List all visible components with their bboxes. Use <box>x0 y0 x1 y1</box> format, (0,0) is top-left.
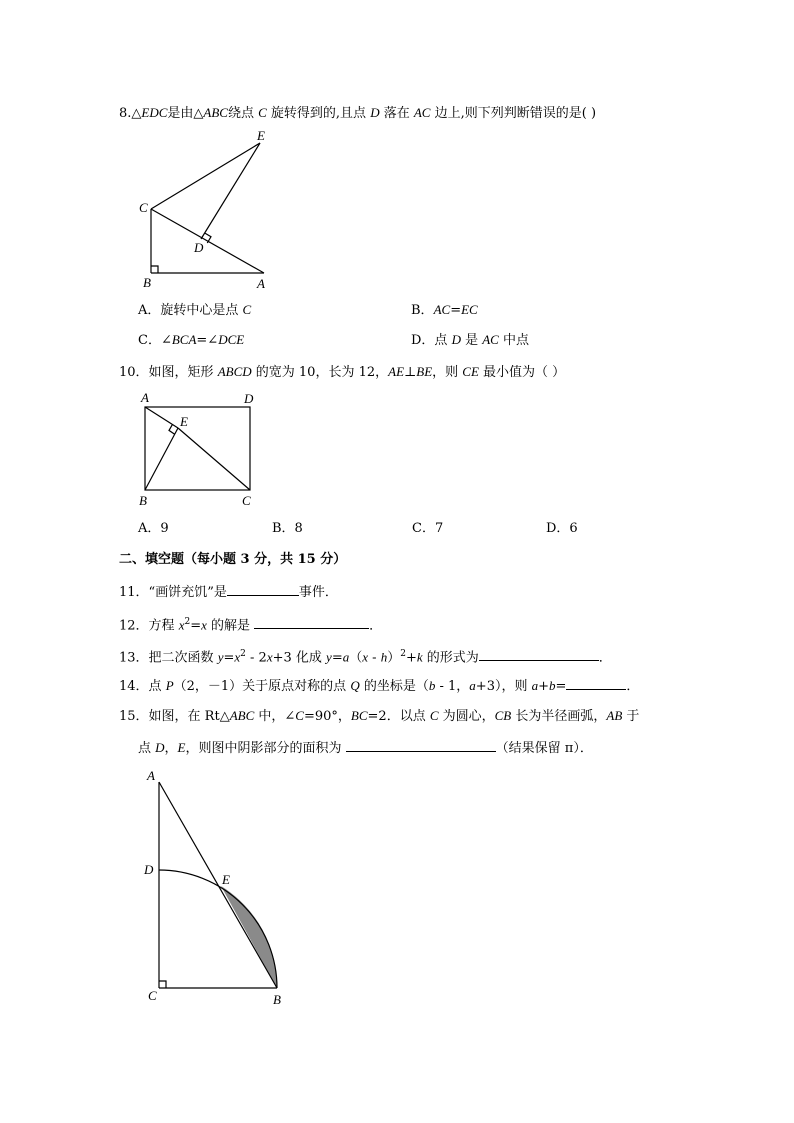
q10-option-b: B．8 <box>272 521 303 536</box>
q8-option-b: B．AC=EC <box>411 302 478 318</box>
question-number: 8. <box>119 106 132 121</box>
question-number: 10． <box>119 365 149 380</box>
label-a: A <box>141 390 149 405</box>
q8-option-d: D．点 D 是 AC 中点 <box>411 332 529 348</box>
label-a: A <box>257 276 265 291</box>
q8-option-a: A．旋转中心是点 C <box>138 302 252 318</box>
q10-option-d: D．6 <box>546 521 578 536</box>
question-10-stem: 10．如图，矩形 ABCD 的宽为 10，长为 12，AE⊥BE，则 CE 最小值为（ ） <box>119 364 566 380</box>
label-d: D <box>194 240 204 255</box>
question-11: 11．“画饼充饥”是 事件． <box>119 582 338 602</box>
label-b: B <box>143 275 151 290</box>
question-12: 12．方程 $x^2=x$ 的解是 ． <box>119 617 383 634</box>
label-d: D <box>144 862 154 877</box>
label-c: C <box>242 493 251 508</box>
segment-ab <box>159 782 277 988</box>
label-b: B <box>273 992 281 1007</box>
question-15-line-1: 15．如图，在 Rt△ABC 中，∠C=90°，BC=2．以点 C 为圆心，CB 长为半径画弧，AB 于 <box>119 708 640 724</box>
question-15-line-2: 点 D，E，则图中阴影部分的面积为 （结果保留 π）． <box>138 740 593 756</box>
label-c: C <box>148 988 157 1003</box>
label-e: E <box>180 414 188 429</box>
question-number: 12． <box>119 618 149 634</box>
q8-option-c: C．∠BCA=∠DCE <box>138 332 245 348</box>
label-e: E <box>222 872 230 887</box>
question-14: 14．点 P（2，－1）关于原点对称的点 Q 的坐标是（b - 1，a+3），则 a+b= ． <box>119 678 640 694</box>
label-b: B <box>139 493 147 508</box>
question-number: 14． <box>119 679 149 694</box>
label-a: A <box>147 768 155 783</box>
question-number: 13． <box>119 650 149 666</box>
q10-option-a: A．9 <box>138 521 169 536</box>
section-title: 二、填空题（每小题 3 分，共 15 分） <box>119 552 347 567</box>
question-13: 13．把二次函数 $y=x^2 - 2x+3$ 化成 y=a（x - h）$^2$+k 的形式为 ． <box>119 649 612 666</box>
right-angle-mark-c <box>159 981 166 988</box>
q10-option-c: C．7 <box>412 521 444 536</box>
label-e: E <box>257 128 265 143</box>
label-c: C <box>139 200 148 215</box>
question-8-stem: 8.△EDC是由△ABC绕点 C 旋转得到的,且点 D 落在 AC 边上,则下列判断错误的是( ) <box>119 105 597 121</box>
label-d: D <box>244 391 254 406</box>
question-number: 11． <box>119 585 149 600</box>
question-number: 15． <box>119 709 149 724</box>
